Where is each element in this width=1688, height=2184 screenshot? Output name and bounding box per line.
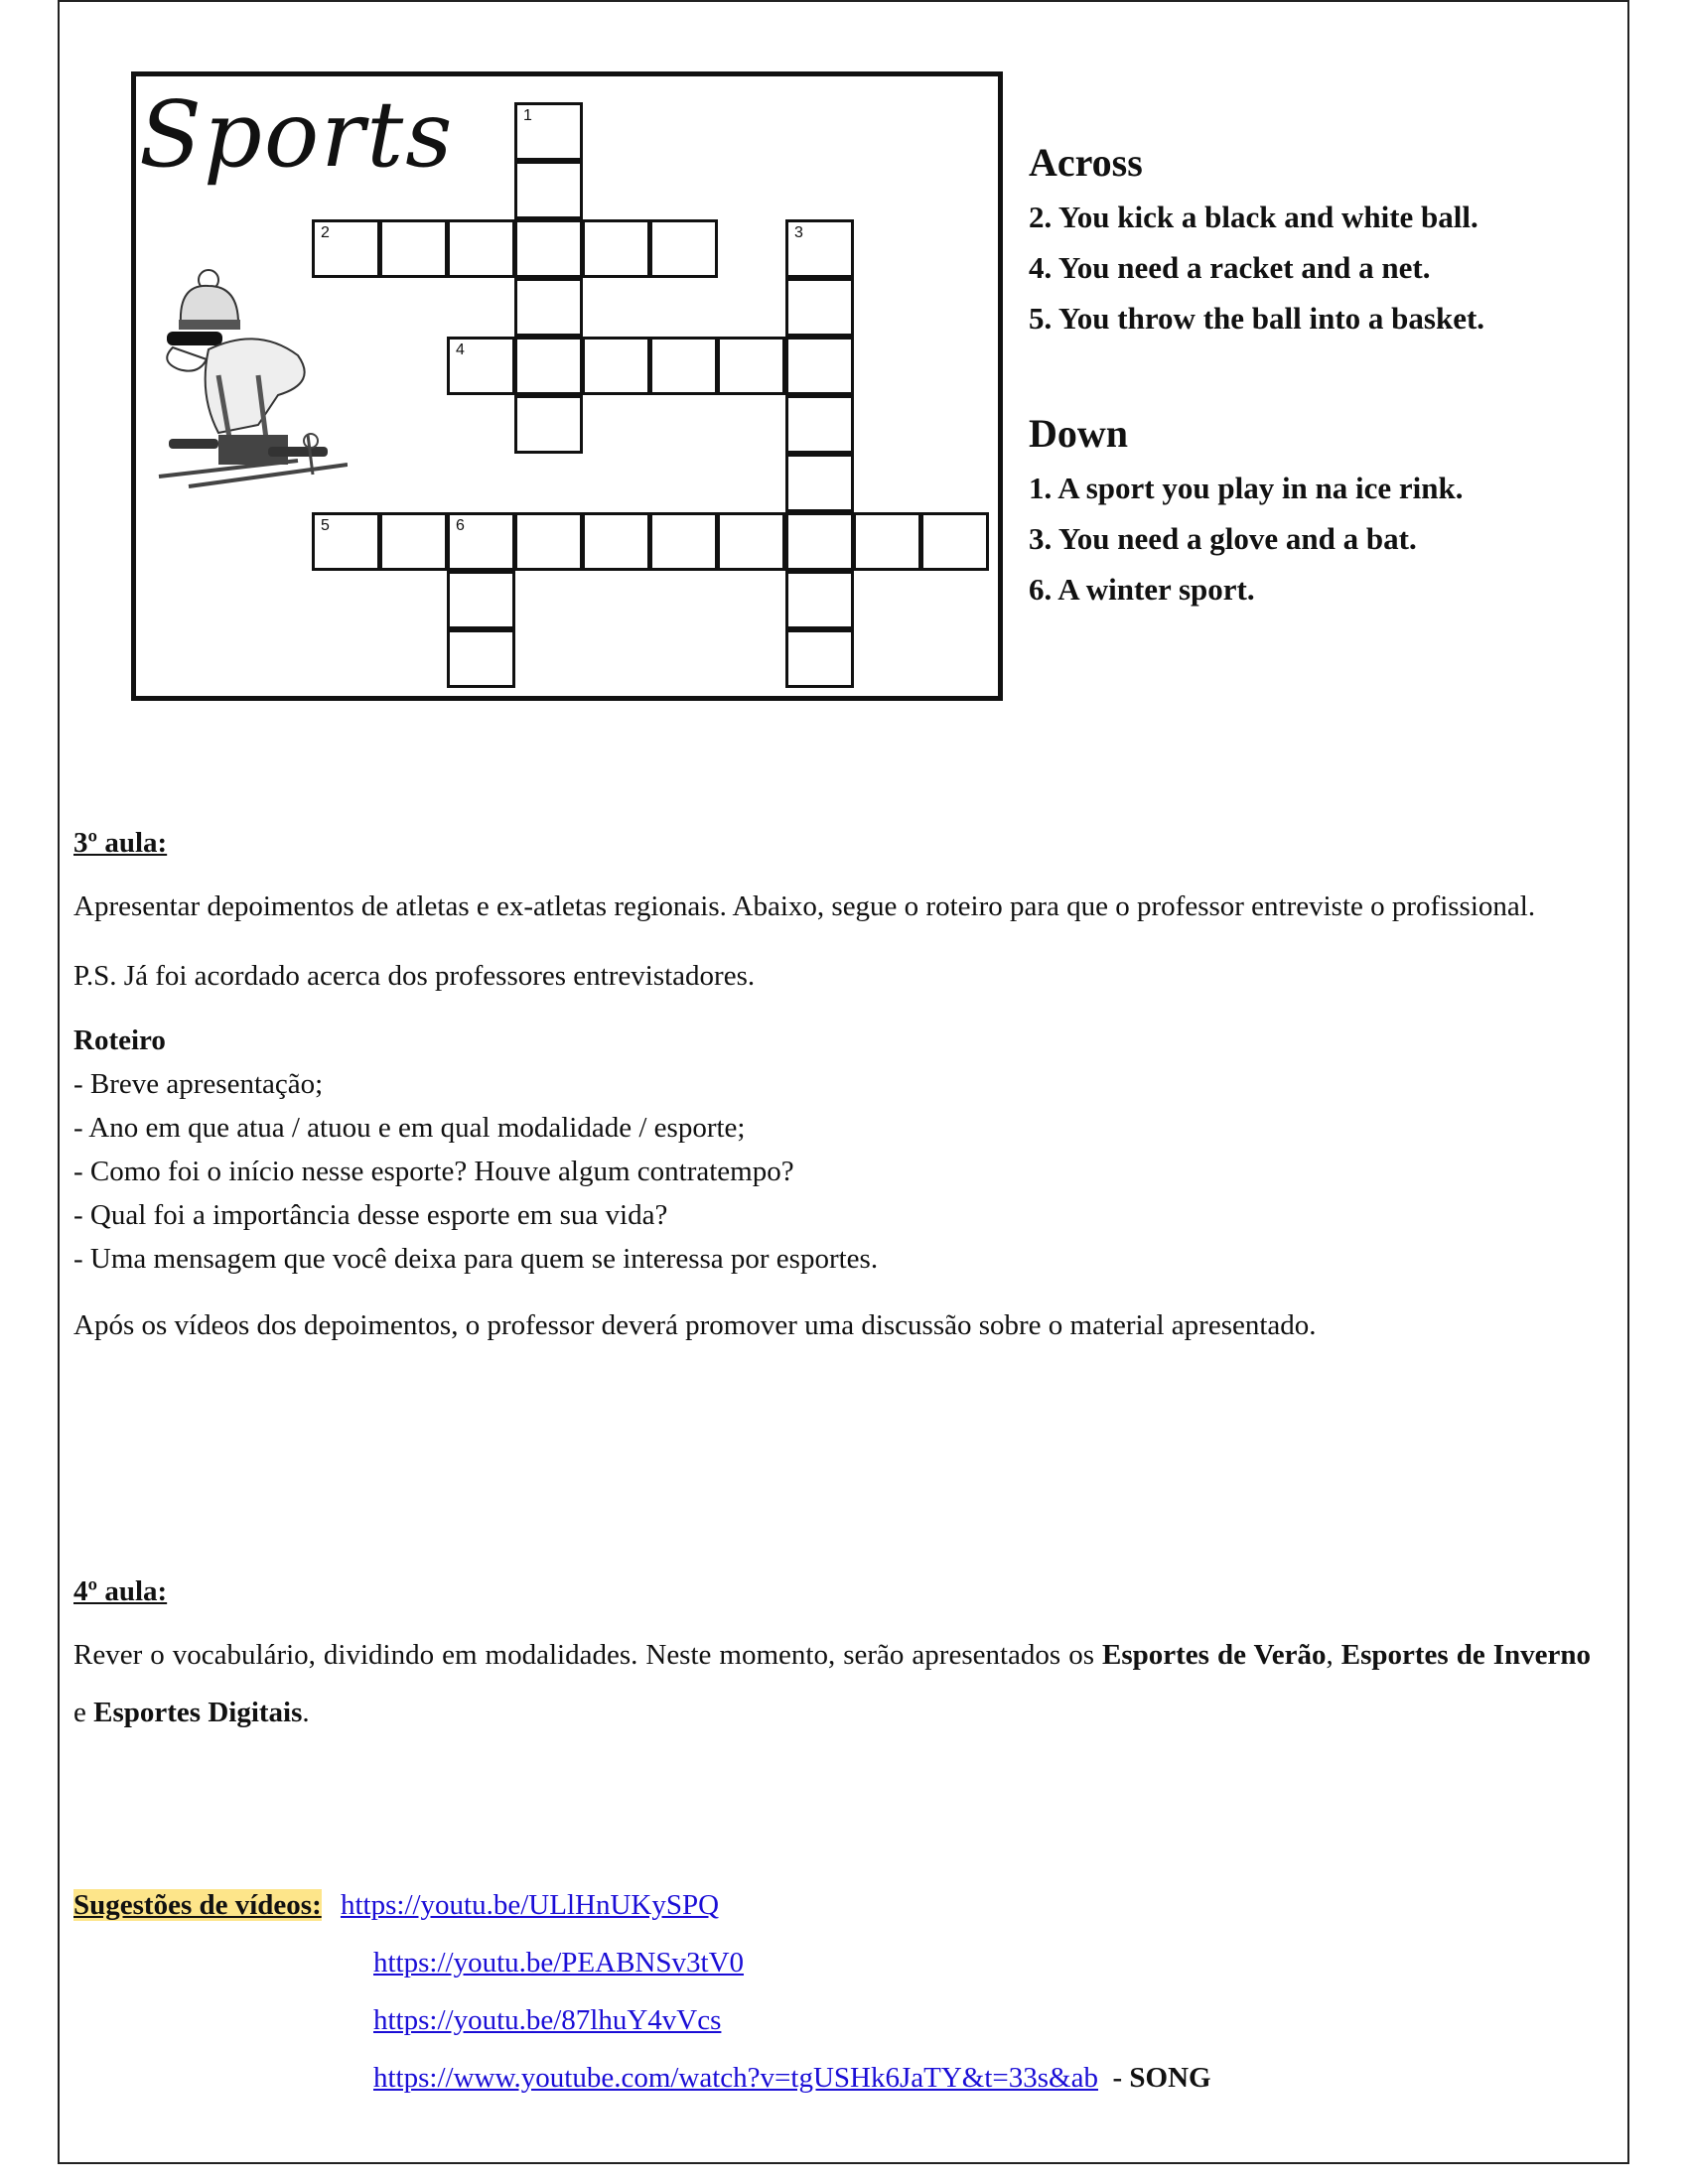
down-clue: 3. You need a glove and a bat.	[1029, 521, 1417, 556]
cell-1-2[interactable]	[514, 161, 583, 219]
down-heading: Down	[1029, 411, 1129, 456]
cell-3-1[interactable]: 3	[785, 219, 854, 278]
roteiro-item: - Uma mensagem que você deixa para quem se interessa por esportes.	[73, 1243, 879, 1275]
roteiro-item: - Ano em que atua / atuou e em qual modalidade / esporte;	[73, 1112, 746, 1144]
cell-4-5[interactable]	[717, 337, 785, 395]
cell-1-3[interactable]	[514, 278, 583, 337]
aula4-text-part: Rever o vocabulário, dividindo em modalidades. Neste momento, serão apresentados os	[73, 1639, 1102, 1671]
down-clue: 6. A winter sport.	[1029, 572, 1255, 607]
aula3-heading: 3º aula:	[73, 827, 168, 859]
across-clue: 2. You kick a black and white ball.	[1029, 200, 1478, 234]
aula4-sep: e	[73, 1697, 94, 1728]
aula3-intro: Apresentar depoimentos de atletas e ex-atletas regionais. Abaixo, segue o roteiro para que o professor entreviste o profissional.	[73, 890, 1536, 922]
cell-3-2[interactable]	[785, 278, 854, 337]
roteiro-item: - Qual foi a importância desse esporte em sua vida?	[73, 1199, 668, 1231]
cell-3-7[interactable]	[785, 571, 854, 629]
aula4-heading: 4º aula:	[73, 1575, 168, 1607]
aula3-ps: P.S. Já foi acordado acerca dos professores entrevistadores.	[73, 960, 756, 992]
cell-5-5[interactable]	[582, 512, 650, 571]
cell-3-4[interactable]	[785, 395, 854, 454]
cell-2-5[interactable]	[582, 219, 650, 278]
crossword-title: Sports	[139, 81, 455, 188]
video-link[interactable]: https://www.youtube.com/watch?v=tgUSHk6JaTY&t=33s&ab	[373, 2062, 1098, 2094]
cell-2-4[interactable]	[514, 219, 583, 278]
cell-5-9[interactable]	[853, 512, 921, 571]
cell-2-2[interactable]	[379, 219, 448, 278]
roteiro-item: - Como foi o início nesse esporte? Houve algum contratempo?	[73, 1156, 794, 1187]
cell-5-10[interactable]	[920, 512, 989, 571]
aula4-end: .	[302, 1697, 310, 1728]
cell-5-6[interactable]	[649, 512, 718, 571]
aula4-text	[73, 1626, 1591, 1741]
aula4-sep: ,	[1326, 1639, 1341, 1671]
across-clues	[1029, 139, 1484, 343]
cell-5-1[interactable]: 5	[312, 512, 380, 571]
cell-3-5[interactable]	[785, 454, 854, 512]
cell-5-8[interactable]	[785, 512, 854, 571]
across-clue: 5. You throw the ball into a basket.	[1029, 301, 1485, 336]
across-clue: 4. You need a racket and a net.	[1029, 250, 1431, 285]
esportes-inverno: Esportes de Inverno	[1340, 1639, 1591, 1671]
cell-6-2[interactable]	[447, 571, 515, 629]
roteiro-title: Roteiro	[73, 1024, 166, 1056]
videos-label: Sugestões de vídeos:	[73, 1889, 322, 1921]
cell-5-7[interactable]	[717, 512, 785, 571]
cell-2-6[interactable]	[649, 219, 718, 278]
video-link[interactable]: https://youtu.be/PEABNSv3tV0	[373, 1947, 745, 1979]
cell-5-2[interactable]	[379, 512, 448, 571]
video-link[interactable]: https://youtu.be/ULlHnUKySPQ	[340, 1889, 720, 1921]
cell-6-3[interactable]	[447, 629, 515, 688]
video-suggestions	[73, 1876, 1591, 2107]
cell-1-5[interactable]	[514, 395, 583, 454]
cell-2-1[interactable]: 2	[312, 219, 380, 278]
roteiro-item: - Breve apresentação;	[73, 1068, 324, 1100]
aula4-section	[73, 1575, 1591, 1741]
down-clues	[1029, 410, 1464, 614]
across-heading: Across	[1029, 140, 1143, 185]
cell-4-3[interactable]	[582, 337, 650, 395]
video-link[interactable]: https://youtu.be/87lhuY4vVcs	[373, 2004, 722, 2036]
esportes-digitais: Esportes Digitais	[93, 1697, 303, 1728]
cell-4-2[interactable]	[514, 337, 583, 395]
cell-3-8[interactable]	[785, 629, 854, 688]
cell-4-1[interactable]: 4	[447, 337, 515, 395]
skier-illustration	[149, 266, 348, 504]
song-label: - SONG	[1112, 2062, 1211, 2094]
aula3-section	[73, 827, 1591, 1354]
cell-5-4[interactable]	[514, 512, 583, 571]
esportes-verao: Esportes de Verão	[1102, 1639, 1327, 1671]
cell-5-3[interactable]: 6	[447, 512, 515, 571]
cell-2-3[interactable]	[447, 219, 515, 278]
cell-4-6[interactable]	[785, 337, 854, 395]
down-clue: 1. A sport you play in na ice rink.	[1029, 471, 1464, 505]
cell-1-1[interactable]: 1	[514, 102, 583, 161]
cell-4-4[interactable]	[649, 337, 718, 395]
aula3-closing: Após os vídeos dos depoimentos, o professor deverá promover uma discussão sobre o material apresentado.	[73, 1309, 1317, 1341]
